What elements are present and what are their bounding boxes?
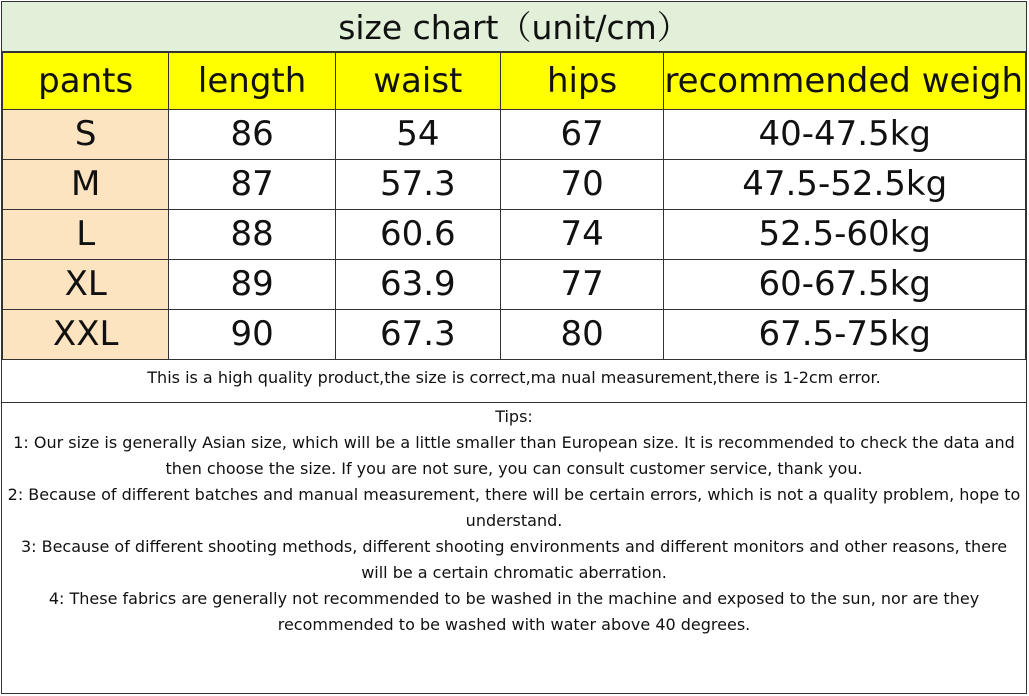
table-row — [3, 210, 1026, 260]
weight-value: 52.5-60kg — [664, 210, 1026, 260]
size-label: L — [3, 210, 169, 260]
weight-value: 47.5-52.5kg — [664, 160, 1026, 210]
weight-value: 60-67.5kg — [664, 260, 1026, 310]
table-row — [3, 260, 1026, 310]
header-pants: pants — [3, 53, 169, 110]
tips-section — [2, 403, 1026, 638]
length-value: 86 — [169, 110, 335, 160]
waist-value: 54 — [335, 110, 500, 160]
length-value: 88 — [169, 210, 335, 260]
length-value: 87 — [169, 160, 335, 210]
measurement-note: This is a high quality product,the size is correct,ma nual measurement,there is 1-2cm error. — [2, 353, 1026, 403]
size-label: S — [3, 110, 169, 160]
size-label: M — [3, 160, 169, 210]
weight-value: 40-47.5kg — [664, 110, 1026, 160]
hips-value: 67 — [500, 110, 664, 160]
waist-value: 57.3 — [335, 160, 500, 210]
header-hips: hips — [500, 53, 664, 110]
hips-value: 70 — [500, 160, 664, 210]
size-chart-frame — [1, 1, 1027, 694]
table-row — [3, 110, 1026, 160]
table-row — [3, 310, 1026, 360]
chart-title: size chart（unit/cm） — [2, 2, 1026, 52]
hips-value: 80 — [500, 310, 664, 360]
header-length: length — [169, 53, 335, 110]
size-table — [2, 52, 1026, 360]
length-value: 90 — [169, 310, 335, 360]
tip-item: 3: Because of different shooting methods, different shooting environments and different monitors and other reasons, there will be a certain chromatic aberration. — [20, 537, 1008, 582]
weight-value: 67.5-75kg — [664, 310, 1026, 360]
header-recommended-weight — [664, 53, 1026, 110]
tip-item: 2: Because of different batches and manual measurement, there will be certain errors, which is not a quality problem, hope to understand. — [7, 485, 1021, 530]
header-waist: waist — [335, 53, 500, 110]
hips-value: 74 — [500, 210, 664, 260]
table-row — [3, 160, 1026, 210]
size-label: XXL — [3, 310, 169, 360]
tip-item: 4: These fabrics are generally not recommended to be washed in the machine and exposed to the sun, nor are they recommended to be washed with water above 40 degrees. — [48, 589, 980, 634]
waist-value: 67.3 — [335, 310, 500, 360]
table-header-row — [3, 53, 1026, 110]
waist-value: 60.6 — [335, 210, 500, 260]
length-value: 89 — [169, 260, 335, 310]
tip-item: 1: Our size is generally Asian size, which will be a little smaller than European size. It is recommended to check the data and then choose the size. If you are not sure, you can consult customer service, thank you. — [13, 433, 1015, 478]
header-recommended-weight-label: recommended weigh — [664, 61, 1023, 101]
waist-value: 63.9 — [335, 260, 500, 310]
size-label: XL — [3, 260, 169, 310]
tips-heading: Tips: — [495, 407, 533, 426]
hips-value: 77 — [500, 260, 664, 310]
